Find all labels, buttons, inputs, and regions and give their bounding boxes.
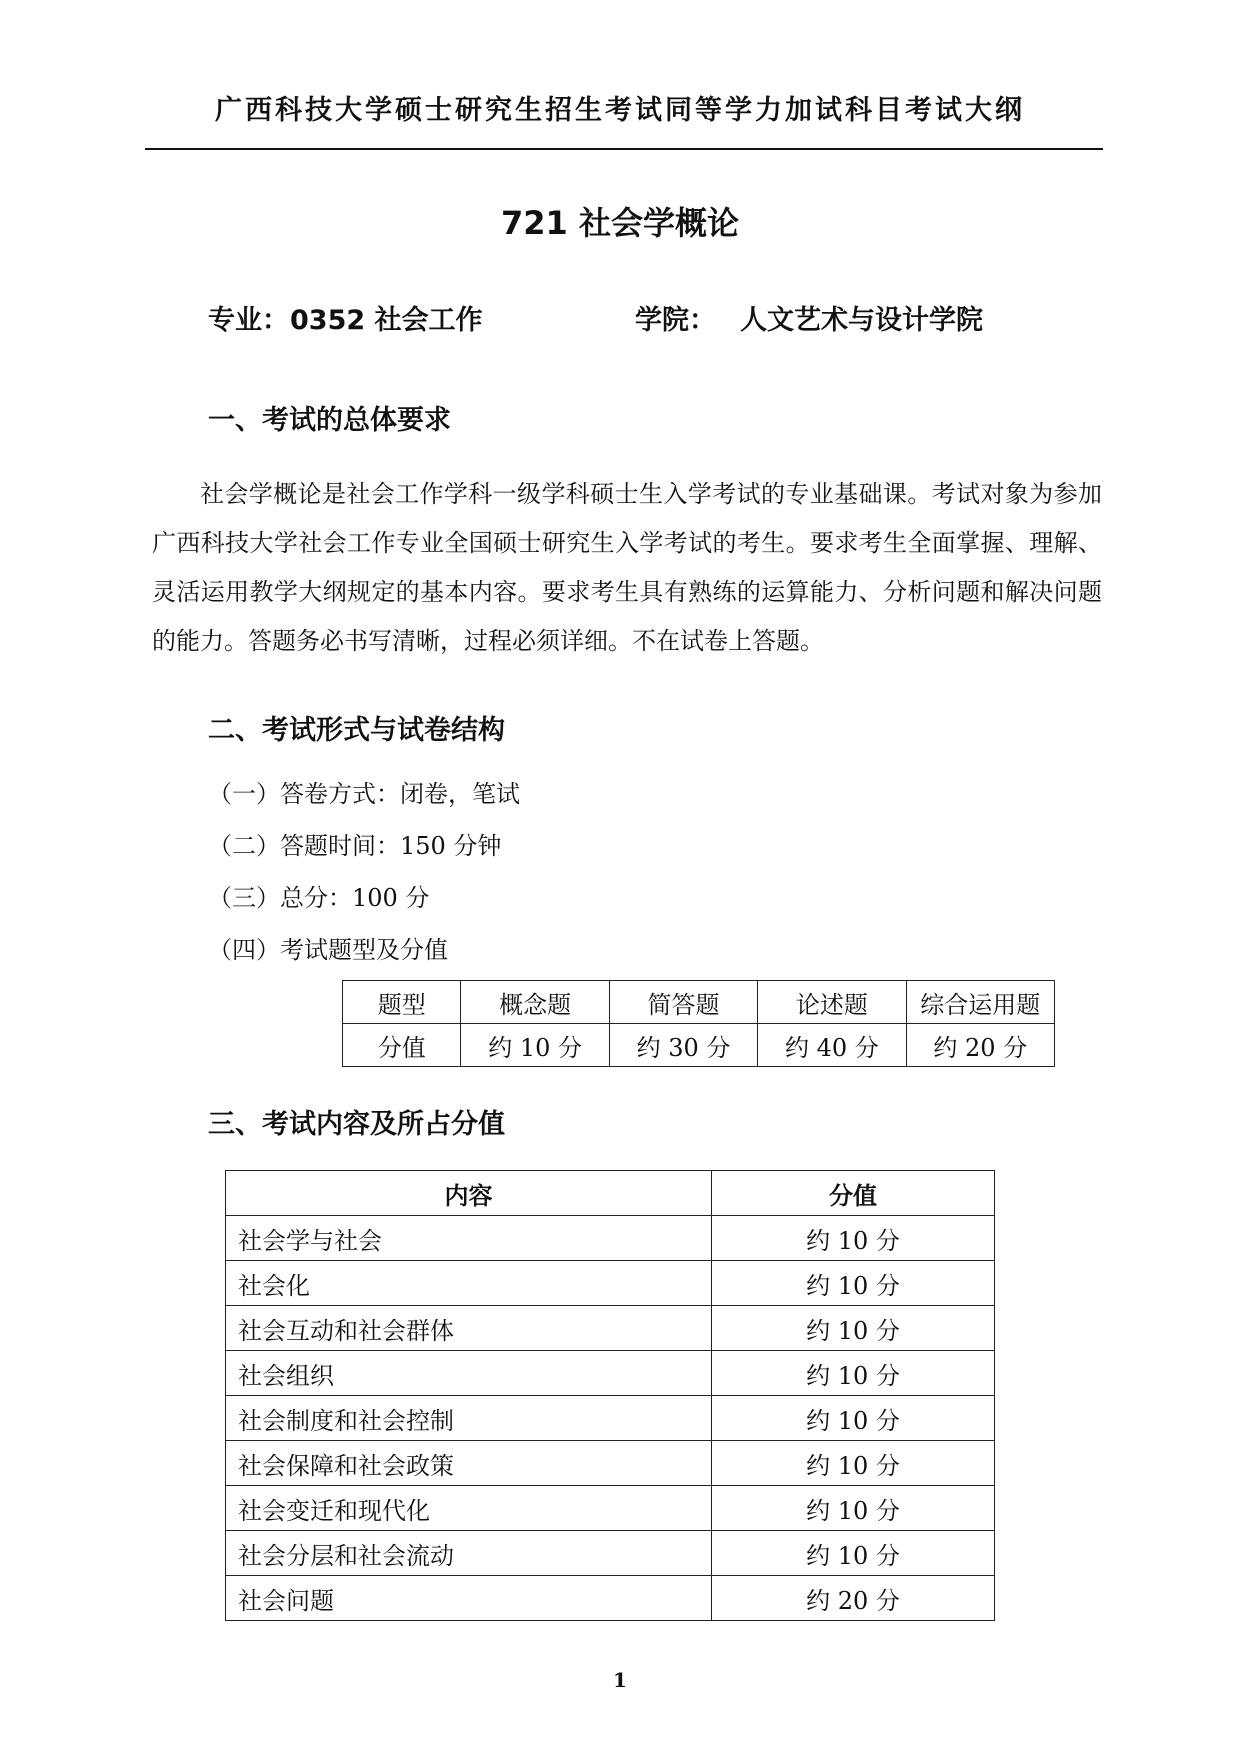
table-row bbox=[226, 1351, 995, 1396]
table-row bbox=[226, 1486, 995, 1531]
section-2-heading: 二、考试形式与试卷结构 bbox=[208, 715, 505, 746]
column-header-content: 内容 bbox=[226, 1171, 712, 1216]
table-cell: 论述题 bbox=[758, 981, 906, 1024]
college-label: 学院： bbox=[635, 305, 716, 336]
major-label: 专业： bbox=[208, 305, 289, 336]
header-divider bbox=[145, 148, 1103, 150]
major-value: 0352 社会工作 bbox=[290, 305, 483, 336]
table-header-row bbox=[226, 1171, 995, 1216]
score-cell: 约 20 分 bbox=[712, 1576, 995, 1621]
content-cell: 社会学与社会 bbox=[226, 1216, 712, 1261]
content-cell: 社会保障和社会政策 bbox=[226, 1441, 712, 1486]
table-row bbox=[226, 1261, 995, 1306]
table-row bbox=[226, 1576, 995, 1621]
score-cell: 约 10 分 bbox=[712, 1351, 995, 1396]
table-row bbox=[226, 1441, 995, 1486]
table-row bbox=[343, 1024, 1055, 1067]
table-row bbox=[226, 1306, 995, 1351]
table-cell: 简答题 bbox=[609, 981, 757, 1024]
content-cell: 社会分层和社会流动 bbox=[226, 1531, 712, 1576]
score-cell: 约 10 分 bbox=[712, 1486, 995, 1531]
question-type-table bbox=[342, 980, 1055, 1067]
exam-duration-item: （二）答题时间：150 分钟 bbox=[208, 832, 502, 860]
content-cell: 社会化 bbox=[226, 1261, 712, 1306]
score-cell: 约 10 分 bbox=[712, 1441, 995, 1486]
score-cell: 约 10 分 bbox=[712, 1216, 995, 1261]
table-row bbox=[226, 1396, 995, 1441]
content-cell: 社会变迁和现代化 bbox=[226, 1486, 712, 1531]
score-cell: 约 10 分 bbox=[712, 1531, 995, 1576]
table-row bbox=[226, 1531, 995, 1576]
question-types-item: （四）考试题型及分值 bbox=[208, 936, 448, 964]
total-score-item: （三）总分：100 分 bbox=[208, 884, 430, 912]
table-cell: 约 30 分 bbox=[609, 1024, 757, 1067]
page-number: 1 bbox=[613, 1668, 627, 1692]
section-1-heading: 一、考试的总体要求 bbox=[208, 405, 451, 436]
document-title: 721 社会学概论 bbox=[501, 204, 739, 242]
section-1-paragraph: 社会学概论是社会工作学科一级学科硕士生入学考试的专业基础课。考试对象为参加广西科技大学社会工作专业全国硕士研究生入学考试的考生。要求考生全面掌握、理解、灵活运用教学大纲规定的基本内容。要求考生具有熟练的运算能力、分析问题和解决问题的能力。答题务必书写清晰，过程必须详细。不在试卷上答题。 bbox=[152, 480, 1102, 655]
college-value: 人文艺术与设计学院 bbox=[740, 305, 983, 336]
score-cell: 约 10 分 bbox=[712, 1306, 995, 1351]
table-cell: 综合运用题 bbox=[906, 981, 1054, 1024]
content-cell: 社会制度和社会控制 bbox=[226, 1396, 712, 1441]
table-cell: 约 10 分 bbox=[461, 1024, 609, 1067]
section-3-heading: 三、考试内容及所占分值 bbox=[208, 1109, 505, 1140]
score-cell: 约 10 分 bbox=[712, 1396, 995, 1441]
table-cell: 分值 bbox=[343, 1024, 461, 1067]
table-cell: 约 40 分 bbox=[758, 1024, 906, 1067]
table-cell: 约 20 分 bbox=[906, 1024, 1054, 1067]
table-row bbox=[226, 1216, 995, 1261]
exam-format-item: （一）答卷方式：闭卷，笔试 bbox=[208, 780, 520, 808]
table-cell: 概念题 bbox=[461, 981, 609, 1024]
page-header-title: 广西科技大学硕士研究生招生考试同等学力加试科目考试大纲 bbox=[215, 95, 1025, 126]
content-cell: 社会互动和社会群体 bbox=[226, 1306, 712, 1351]
score-cell: 约 10 分 bbox=[712, 1261, 995, 1306]
table-row bbox=[343, 981, 1055, 1024]
content-cell: 社会组织 bbox=[226, 1351, 712, 1396]
table-cell: 题型 bbox=[343, 981, 461, 1024]
content-score-table bbox=[225, 1170, 995, 1621]
column-header-score: 分值 bbox=[712, 1171, 995, 1216]
content-cell: 社会问题 bbox=[226, 1576, 712, 1621]
